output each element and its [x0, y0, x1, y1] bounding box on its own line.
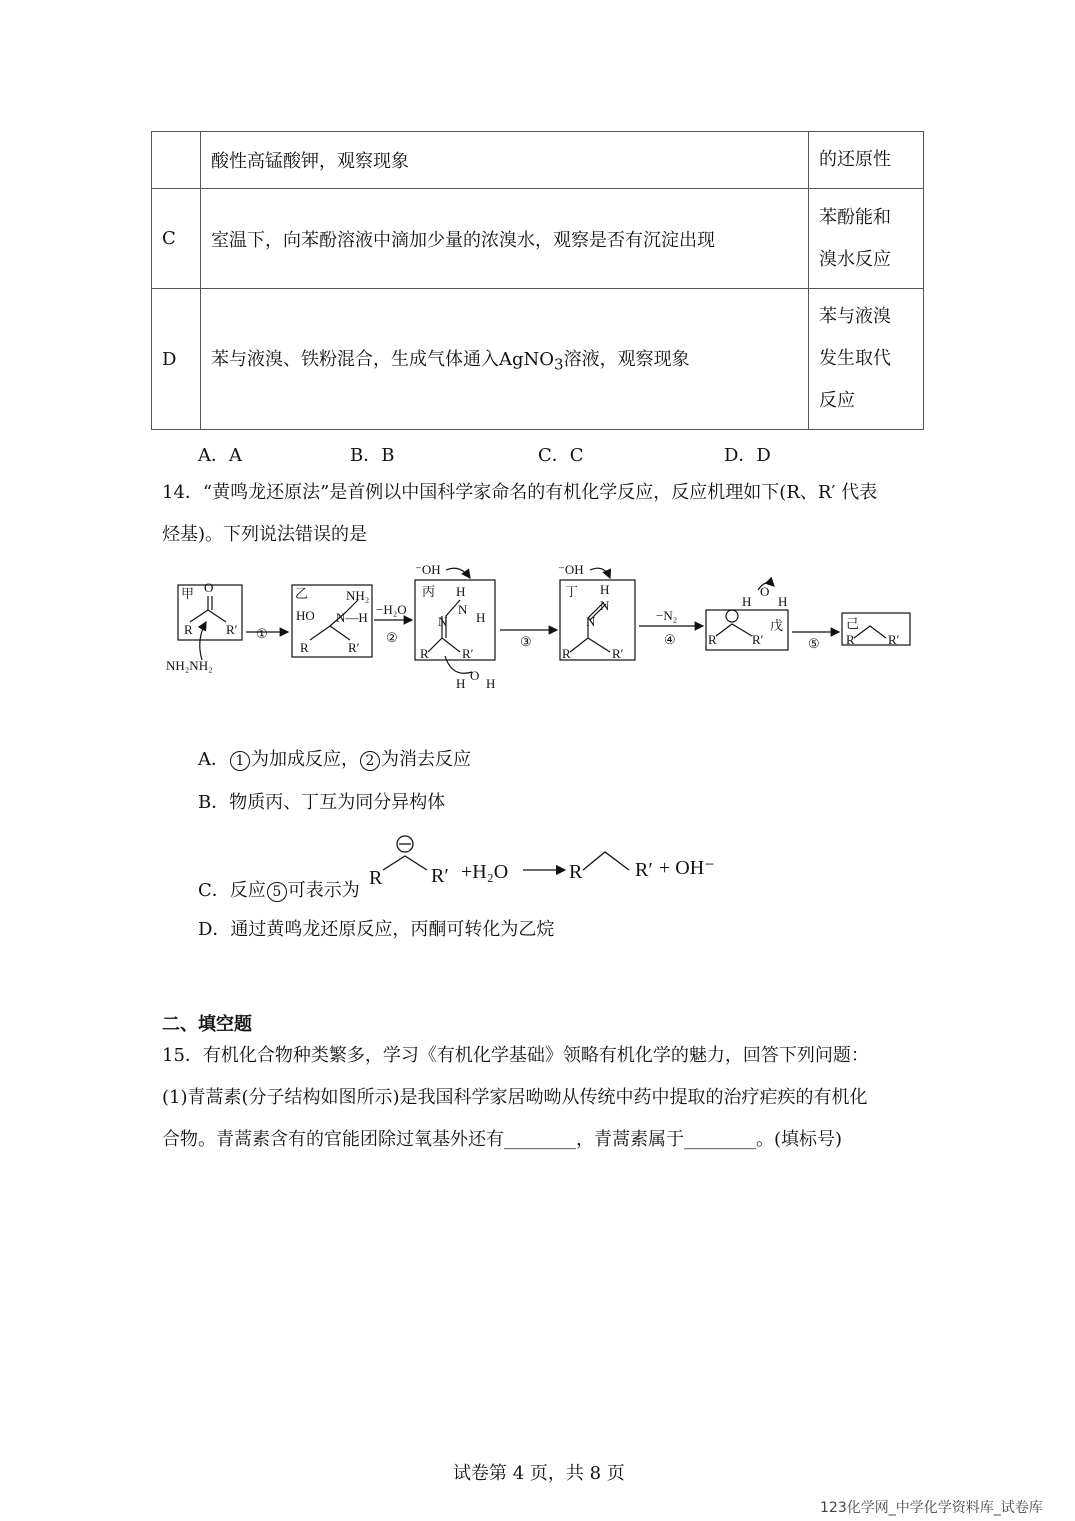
svg-text:H: H	[600, 582, 610, 597]
svg-text:R: R	[420, 646, 429, 661]
row-label	[152, 132, 201, 189]
conclusion-cell: 苯酚能和 溴水反应	[809, 189, 924, 289]
reagent-hydroxide-1: ⁻OH	[415, 562, 441, 577]
reagent-hydrazine: NH₂NH₂	[166, 658, 213, 673]
step-2: ②	[386, 630, 398, 645]
label-jia: 甲	[181, 586, 195, 601]
svg-text:R: R	[562, 646, 571, 661]
procedure-cell: 室温下，向苯酚溶液中滴加少量的浓溴水，观察是否有沉淀出现	[201, 189, 809, 289]
condition-minus-nitrogen: −N₂	[656, 608, 678, 623]
q14-option-a[interactable]: A． 1 为加成反应， 2 为消去反应	[198, 749, 471, 770]
option-b[interactable]: B．B	[350, 445, 395, 466]
svg-text:N: N	[458, 602, 468, 617]
page-footer: 试卷第 4 页，共 8 页	[453, 1463, 625, 1484]
watermark: 123化学网_中学化学资料库_试卷库	[820, 1500, 1043, 1516]
svg-text:H: H	[456, 676, 466, 691]
svg-text:H: H	[778, 594, 788, 609]
svg-text:NH₂: NH₂	[346, 588, 370, 603]
svg-text:O: O	[760, 584, 770, 599]
svg-text:R: R	[708, 632, 717, 647]
label-ding: 丁	[565, 584, 579, 599]
option-c[interactable]: C．C	[538, 445, 584, 466]
svg-text:R′: R′	[348, 640, 360, 655]
reaction-mechanism-diagram	[160, 560, 920, 700]
svg-text:R′: R′	[226, 622, 238, 637]
reaction-equation	[365, 830, 725, 894]
svg-text:O: O	[470, 668, 480, 683]
procedure-cell: 酸性高锰酸钾，观察现象	[201, 132, 809, 189]
svg-text:R′: R′	[752, 632, 764, 647]
svg-text:N: N	[438, 614, 448, 629]
svg-text:R: R	[300, 640, 309, 655]
svg-text:O: O	[204, 580, 214, 595]
svg-text:H: H	[456, 584, 466, 599]
label-wu: 戊	[770, 618, 784, 633]
row-label: D	[152, 289, 201, 430]
label-yi: 乙	[295, 586, 309, 601]
table-row	[152, 132, 924, 189]
svg-text:R: R	[184, 622, 193, 637]
svg-text:R: R	[569, 861, 583, 883]
svg-text:N: N	[586, 614, 596, 629]
experiment-table	[151, 131, 924, 430]
q14-option-b[interactable]: B．物质丙、丁互为同分异构体	[198, 792, 446, 813]
step-3: ③	[520, 634, 532, 649]
svg-text:R′: R′	[888, 632, 900, 647]
row-label: C	[152, 189, 201, 289]
q14-stem: 14．“黄鸣龙还原法”是首例以中国科学家命名的有机化学反应，反应机理如下(R、R′ 代表 烃基)。下列说法错误的是	[162, 482, 878, 545]
conclusion-cell: 的还原性	[809, 132, 924, 189]
q14-option-c[interactable]: C．反应 5 可表示为	[198, 880, 360, 901]
step-5: ⑤	[808, 636, 820, 651]
reagent-hydroxide-2: ⁻OH	[558, 562, 584, 577]
svg-text:N: N	[600, 598, 610, 613]
svg-text:R: R	[369, 867, 383, 889]
svg-text:R′: R′	[462, 646, 474, 661]
svg-text:N—H: N—H	[336, 610, 368, 625]
q14-option-d[interactable]: D．通过黄鸣龙还原反应，丙酮可转化为乙烷	[198, 919, 555, 940]
label-ji: 己	[846, 616, 860, 631]
option-a[interactable]: A．A	[198, 445, 242, 466]
q15-text: 15．有机化合物种类繁多，学习《有机化学基础》领略有机化学的魅力，回答下列问题： (1)青蒿素(分子结构如图所示)是我国科学家居呦呦从传统中药中提取的治疗疟疾的有机化 合物。青蒿素含有的官能团除过氧基外还有________，青蒿素属于________。(填标号)	[162, 1045, 869, 1150]
table-row	[152, 289, 924, 430]
svg-text:H: H	[742, 594, 752, 609]
procedure-cell: 苯与液溴、铁粉混合，生成气体通入AgNO$_3$溶液，观察现象	[201, 289, 809, 430]
svg-text:H: H	[476, 610, 486, 625]
svg-text:H: H	[486, 676, 496, 691]
svg-text:+H₂O: +H₂O	[461, 861, 509, 883]
option-d[interactable]: D．D	[724, 445, 771, 466]
step-1: ①	[256, 626, 268, 641]
conclusion-cell: 苯与液溴 发生取代 反应	[809, 289, 924, 430]
svg-text:R: R	[846, 632, 855, 647]
condition-minus-water: −H₂O	[376, 602, 407, 617]
svg-text:HO: HO	[296, 608, 315, 623]
label-bing: 丙	[422, 584, 436, 599]
step-4: ④	[664, 632, 676, 647]
table-row	[152, 189, 924, 289]
svg-text:R′: R′	[635, 859, 653, 881]
svg-text:R′: R′	[431, 865, 449, 887]
svg-text:R′: R′	[612, 646, 624, 661]
svg-text:+ OH⁻: + OH⁻	[659, 857, 715, 879]
section-title: 二、填空题	[162, 1014, 252, 1035]
